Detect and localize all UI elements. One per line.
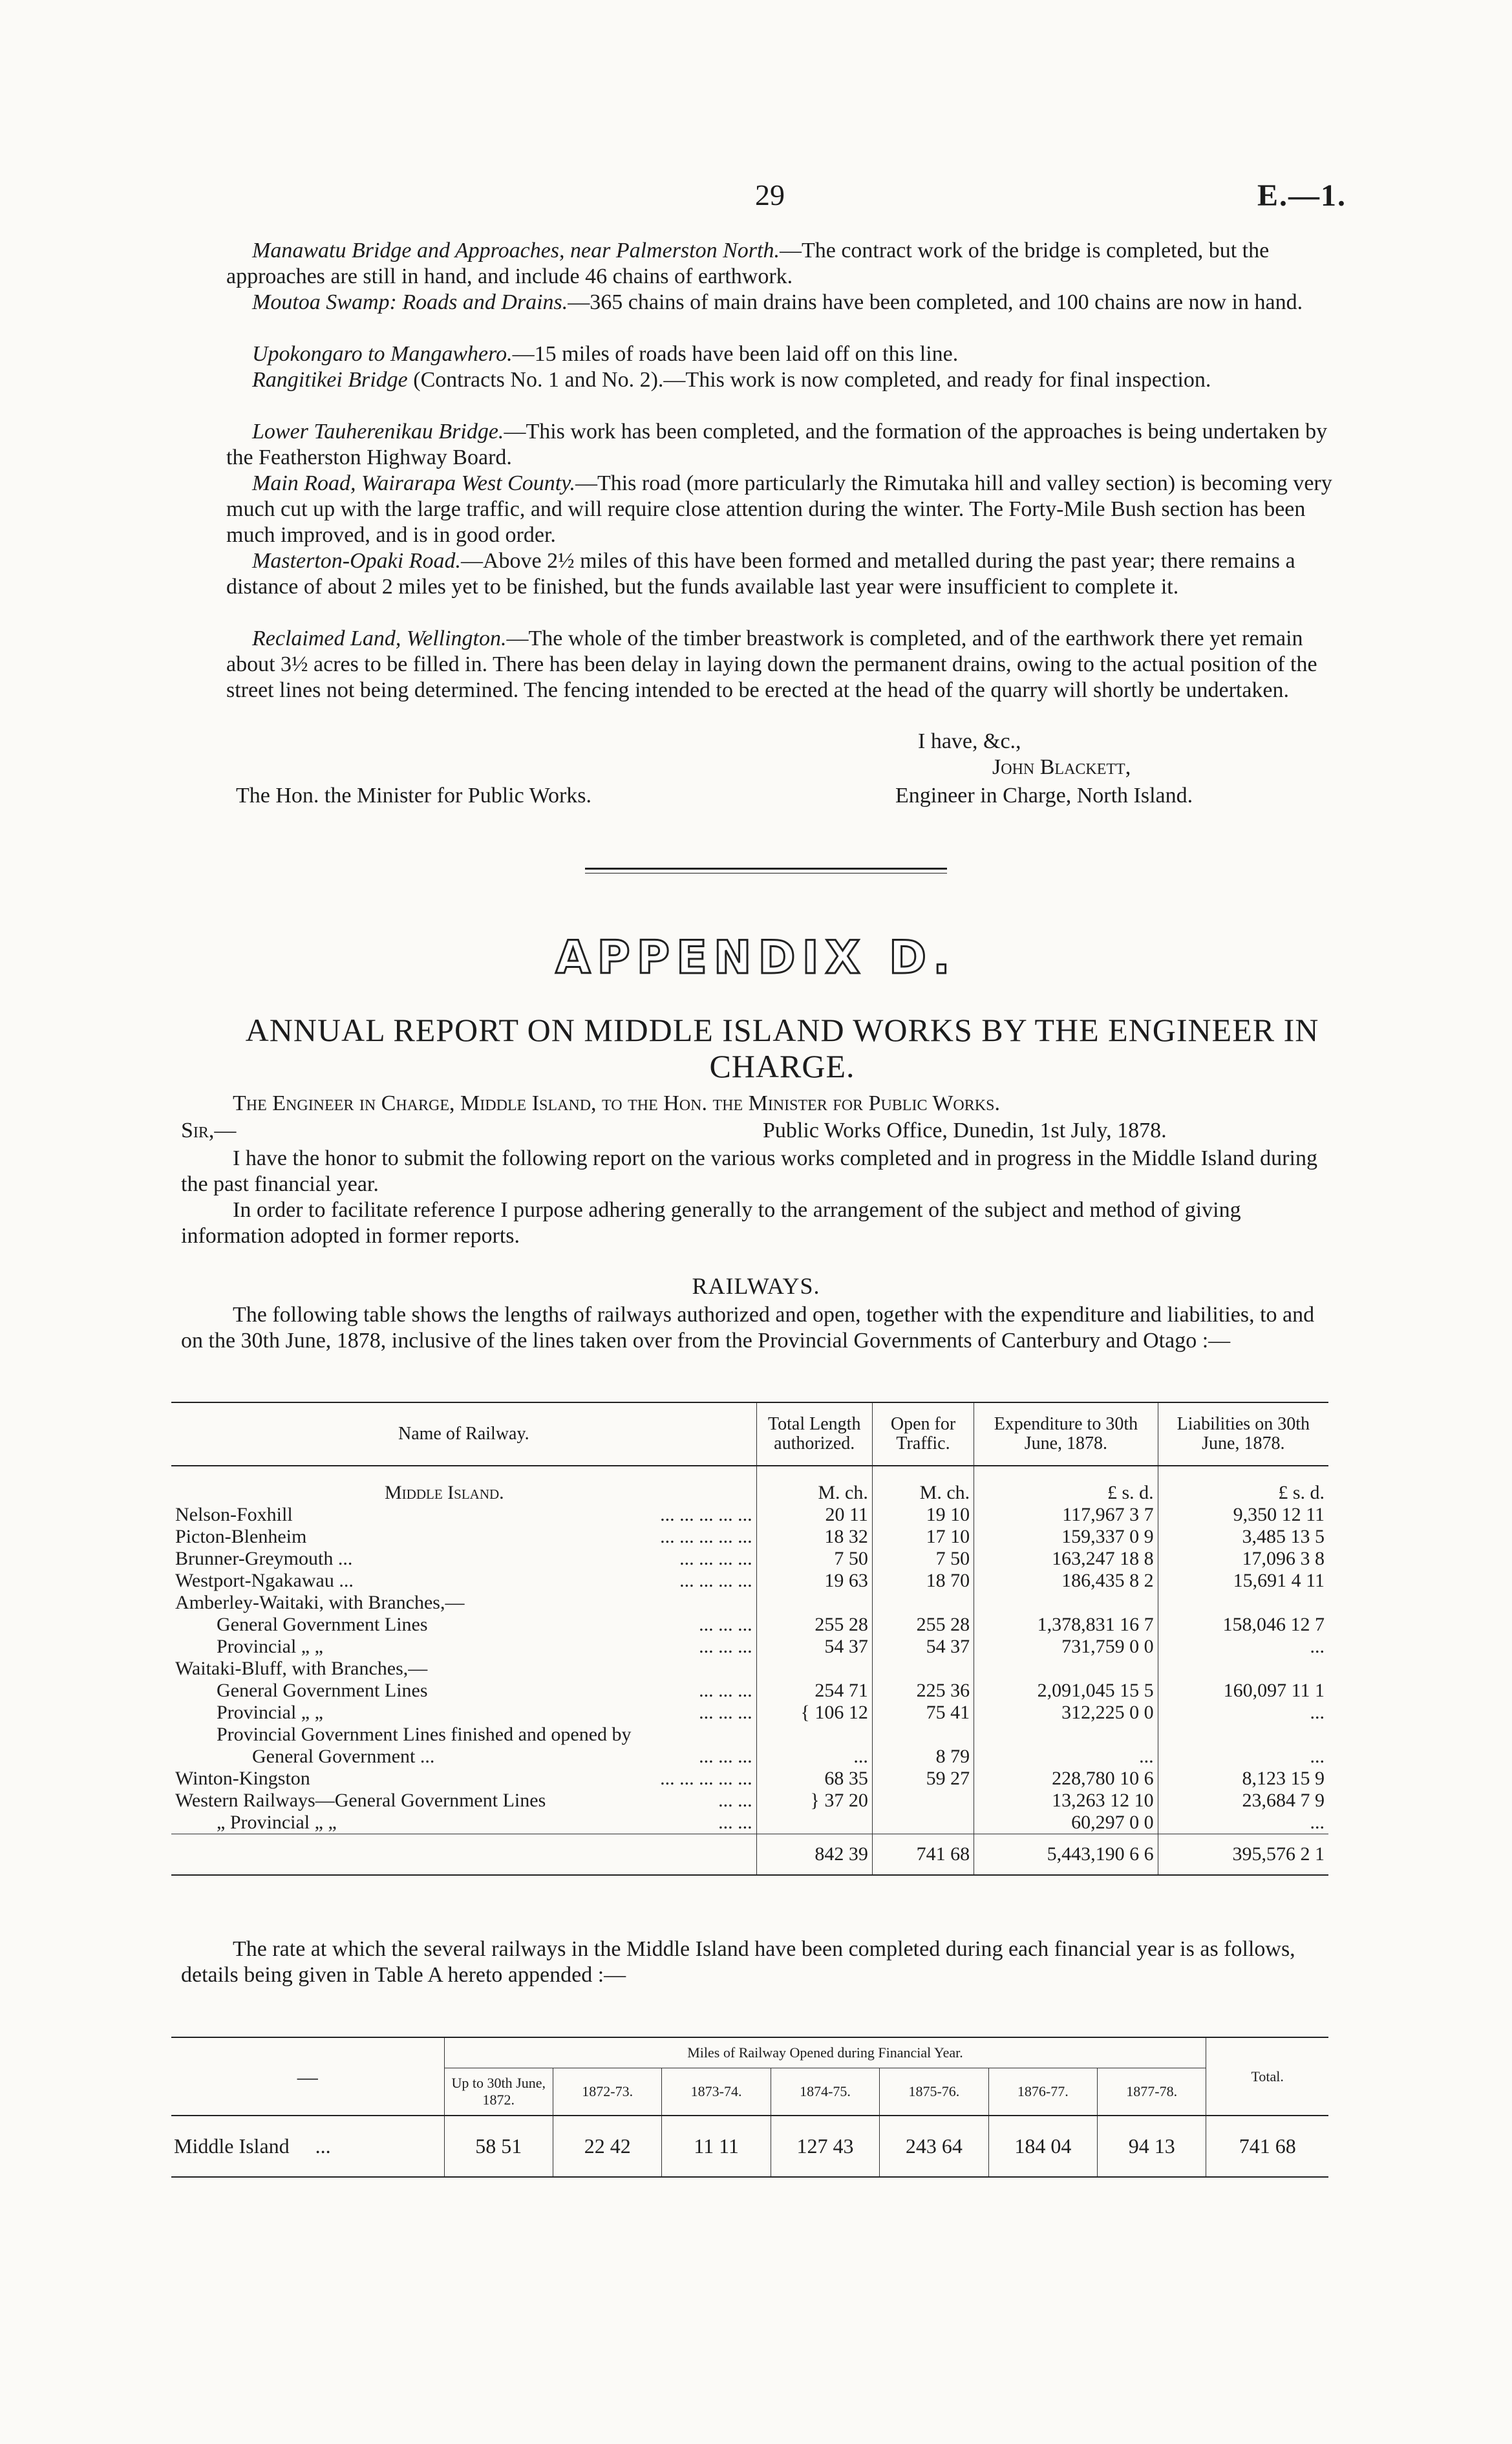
value-liab bbox=[1158, 1592, 1328, 1614]
value-open: 8 79 bbox=[872, 1746, 974, 1768]
value-liab bbox=[1158, 1724, 1328, 1746]
section-divider-thin bbox=[585, 873, 947, 874]
railway-name: Winton-Kingston bbox=[175, 1768, 310, 1789]
railway-name: Brunner-Greymouth ... bbox=[175, 1548, 353, 1569]
value-total bbox=[756, 1658, 872, 1680]
table-row bbox=[171, 1504, 1328, 1526]
leader-dots: ... ... bbox=[718, 1790, 752, 1811]
table-row bbox=[171, 1614, 1328, 1636]
railway-name: Picton-Blenheim bbox=[175, 1526, 307, 1547]
row-label-cell bbox=[171, 2116, 444, 2177]
value-open: 225 36 bbox=[872, 1680, 974, 1702]
rate-table bbox=[171, 2037, 1328, 2178]
railway-name: General Government ... bbox=[252, 1746, 435, 1767]
value-liab: ... bbox=[1158, 1812, 1328, 1834]
col-name-of-railway: Name of Railway. bbox=[398, 1424, 529, 1444]
signoff-addressee: The Hon. the Minister for Public Works. bbox=[236, 784, 592, 808]
railway-name: General Government Lines bbox=[217, 1680, 428, 1701]
leader-dots: ... ... ... ... ... bbox=[660, 1768, 752, 1789]
value-exp: 228,780 10 6 bbox=[974, 1768, 1158, 1790]
railway-name-cell bbox=[171, 1526, 756, 1548]
table-row bbox=[171, 1658, 1328, 1680]
railway-name-cell bbox=[171, 1702, 756, 1724]
railway-name: Nelson-Foxhill bbox=[175, 1504, 293, 1525]
row-header-dash: — bbox=[297, 2064, 318, 2088]
railway-name: Provincial „ „ bbox=[217, 1636, 323, 1657]
value-total bbox=[756, 1592, 872, 1614]
table-row bbox=[171, 1746, 1328, 1768]
value-exp: 60,297 0 0 bbox=[974, 1812, 1158, 1834]
total-header: Total. bbox=[1206, 2037, 1328, 2116]
value-liab: ... bbox=[1158, 1746, 1328, 1768]
signoff-name: John Blackett, bbox=[992, 755, 1131, 779]
total-liab: 395,576 2 1 bbox=[1158, 1834, 1328, 1876]
railway-name: Western Railways—General Government Lines bbox=[175, 1790, 546, 1811]
year-header: 1873-74. bbox=[662, 2068, 771, 2116]
value-liab: 3,485 13 5 bbox=[1158, 1526, 1328, 1548]
value-liab: 23,684 7 9 bbox=[1158, 1790, 1328, 1812]
value-open: 255 28 bbox=[872, 1614, 974, 1636]
leader-dots: ... ... ... bbox=[699, 1614, 752, 1635]
value-total: { 106 12 bbox=[756, 1702, 872, 1724]
year-value: 58 51 bbox=[444, 2116, 553, 2177]
leader-dots: ... ... ... ... bbox=[679, 1548, 752, 1569]
year-header: Up to 30th June, 1872. bbox=[444, 2068, 553, 2116]
value-exp: 117,967 3 7 bbox=[974, 1504, 1158, 1526]
year-header: 1875-76. bbox=[880, 2068, 988, 2116]
railway-name: „ Provincial „ „ bbox=[217, 1812, 337, 1833]
table-row bbox=[171, 1592, 1328, 1614]
railway-name-cell bbox=[171, 1592, 756, 1614]
table-row bbox=[171, 1768, 1328, 1790]
value-open: 75 41 bbox=[872, 1702, 974, 1724]
paragraph-masterton-opaki: Masterton-Opaki Road.—Above 2½ miles of this have been formed and metalled during the past year; there remains a distance of about 2 miles yet to be finished, but the funds available last year were insufficient to complete it. bbox=[226, 549, 1295, 599]
value-open: 54 37 bbox=[872, 1636, 974, 1658]
leader-dots: ... ... ... ... ... bbox=[660, 1504, 752, 1525]
leader-dots: ... ... ... bbox=[699, 1746, 752, 1767]
leader-dots: ... ... ... bbox=[699, 1702, 752, 1723]
table-row bbox=[171, 1680, 1328, 1702]
railway-name-cell bbox=[171, 1812, 756, 1834]
section-divider bbox=[585, 868, 947, 870]
year-value: 11 11 bbox=[662, 2116, 771, 2177]
railway-name: Waitaki-Bluff, with Branches,— bbox=[175, 1658, 428, 1679]
value-total: 68 35 bbox=[756, 1768, 872, 1790]
year-value: 243 64 bbox=[880, 2116, 988, 2177]
value-total: 7 50 bbox=[756, 1548, 872, 1570]
value-open bbox=[872, 1790, 974, 1812]
value-exp: ... bbox=[974, 1746, 1158, 1768]
leader-dots: ... ... ... bbox=[699, 1636, 752, 1657]
unit-label: £ s. d. bbox=[974, 1466, 1158, 1504]
railway-name-cell bbox=[171, 1658, 756, 1680]
totals-label bbox=[171, 1834, 756, 1876]
value-exp: 1,378,831 16 7 bbox=[974, 1614, 1158, 1636]
year-value: 22 42 bbox=[553, 2116, 661, 2177]
year-header: 1877-78. bbox=[1098, 2068, 1206, 2116]
value-open bbox=[872, 1592, 974, 1614]
railway-name: Westport-Ngakawau ... bbox=[175, 1570, 354, 1591]
table-row bbox=[171, 1702, 1328, 1724]
report-title: ANNUAL REPORT ON MIDDLE ISLAND WORKS BY THE ENGINEER IN CHARGE. bbox=[245, 1012, 1319, 1084]
railway-name-cell bbox=[171, 1768, 756, 1790]
value-open: 19 10 bbox=[872, 1504, 974, 1526]
railways-intro: The following table shows the lengths of railways authorized and open, together with the expenditure and liabilities, to and on the 30th June, 1878, inclusive of the lines taken over from the Provincial Governments of Canterbury and Otago :— bbox=[181, 1303, 1315, 1353]
address-line: The Engineer in Charge, Middle Island, to the Hon. the Minister for Public Works. bbox=[233, 1091, 1000, 1115]
railway-name: General Government Lines bbox=[217, 1614, 428, 1635]
paragraph-rangitikei-bridge: Rangitikei Bridge (Contracts No. 1 and No. 2).—This work is now completed, and ready for final inspection. bbox=[252, 368, 1211, 392]
value-total: 18 32 bbox=[756, 1526, 872, 1548]
value-liab: 8,123 15 9 bbox=[1158, 1768, 1328, 1790]
value-total: 19 63 bbox=[756, 1570, 872, 1592]
section-label: Middle Island. bbox=[385, 1482, 504, 1503]
paragraph-lower-tauherenikau: Lower Tauherenikau Bridge.—This work has been completed, and the formation of the approaches is being undertaken by the Featherston Highway Board. bbox=[226, 420, 1328, 469]
value-liab: ... bbox=[1158, 1702, 1328, 1724]
railway-name-cell bbox=[171, 1548, 756, 1570]
value-open bbox=[872, 1658, 974, 1680]
value-exp: 312,225 0 0 bbox=[974, 1702, 1158, 1724]
railway-name: Provincial „ „ bbox=[217, 1702, 323, 1723]
leader-dots: ... ... ... ... bbox=[679, 1570, 752, 1591]
railway-name: Provincial Government Lines finished and opened by bbox=[217, 1724, 632, 1745]
value-total: 20 11 bbox=[756, 1504, 872, 1526]
railway-name-cell bbox=[171, 1746, 756, 1768]
value-total: ... bbox=[756, 1746, 872, 1768]
totals-row bbox=[171, 1834, 1328, 1876]
railway-name: Amberley-Waitaki, with Branches,— bbox=[175, 1592, 465, 1613]
total-total: 842 39 bbox=[756, 1834, 872, 1876]
railway-name-cell bbox=[171, 1570, 756, 1592]
value-exp: 731,759 0 0 bbox=[974, 1636, 1158, 1658]
signoff-closing: I have, &c., bbox=[918, 729, 1021, 753]
railway-name-cell bbox=[171, 1790, 756, 1812]
table-row bbox=[171, 1526, 1328, 1548]
value-open bbox=[872, 1724, 974, 1746]
document-code: E.—1. bbox=[1257, 178, 1347, 213]
value-exp: 159,337 0 9 bbox=[974, 1526, 1158, 1548]
railway-name-cell bbox=[171, 1680, 756, 1702]
intro-paragraph-2: In order to facilitate reference I purpose adhering generally to the arrangement of the subject and method of giving information adopted in former reports. bbox=[181, 1198, 1241, 1248]
value-liab: 17,096 3 8 bbox=[1158, 1548, 1328, 1570]
table-row bbox=[171, 1570, 1328, 1592]
year-header: 1874-75. bbox=[771, 2068, 879, 2116]
table-row bbox=[171, 1812, 1328, 1834]
paragraph-manawatu-bridge: Manawatu Bridge and Approaches, near Palmerston North.—The contract work of the bridge is completed, but the approaches are still in hand, and include 46 chains of earthwork. bbox=[226, 239, 1270, 288]
unit-label: M. ch. bbox=[872, 1466, 974, 1504]
intro-paragraph-1: I have the honor to submit the following report on the various works completed and in progress in the Middle Island during the past financial year. bbox=[181, 1146, 1317, 1196]
value-open bbox=[872, 1812, 974, 1834]
paragraph-moutoa-swamp: Moutoa Swamp: Roads and Drains.—365 chains of main drains have been completed, and 100 chains are now in hand. bbox=[252, 290, 1303, 314]
value-exp: 2,091,045 15 5 bbox=[974, 1680, 1158, 1702]
year-header: 1876-77. bbox=[988, 2068, 1097, 2116]
value-open: 18 70 bbox=[872, 1570, 974, 1592]
table-row bbox=[171, 1548, 1328, 1570]
value-exp bbox=[974, 1592, 1158, 1614]
table-row bbox=[171, 1466, 1328, 1504]
value-liab bbox=[1158, 1658, 1328, 1680]
railways-heading: RAILWAYS. bbox=[692, 1273, 820, 1299]
total-open: 741 68 bbox=[872, 1834, 974, 1876]
table-row bbox=[171, 1790, 1328, 1812]
value-liab: 160,097 11 1 bbox=[1158, 1680, 1328, 1702]
railway-name-cell bbox=[171, 1636, 756, 1658]
unit-label: £ s. d. bbox=[1158, 1466, 1328, 1504]
paragraph-reclaimed-land: Reclaimed Land, Wellington.—The whole of the timber breastwork is completed, and of the earthwork there yet remain about 3½ acres to be filled in. There has been delay in laying down the permanent drains, owing to the actual position of the street lines not being determined. The fencing intended to be erected at the head of the quarry will shortly be undertaken. bbox=[226, 627, 1317, 702]
value-liab: 9,350 12 11 bbox=[1158, 1504, 1328, 1526]
leader-dots: ... ... bbox=[718, 1812, 752, 1833]
rate-intro: The rate at which the several railways in the Middle Island have been completed during each financial year is as follows, details being given in Table A hereto appended :— bbox=[181, 1937, 1295, 1987]
leader-dots: ... ... ... ... ... bbox=[660, 1526, 752, 1547]
leader-dots: ... ... ... bbox=[699, 1680, 752, 1701]
year-value: 127 43 bbox=[771, 2116, 879, 2177]
paragraph-main-road-wairarapa: Main Road, Wairarapa West County.—This road (more particularly the Rimutaka hill and valley section) is becoming very much cut up with the large traffic, and will require close attention during the winter. The Forty-Mile Bush section has been much improved, and is in good order. bbox=[226, 471, 1332, 547]
value-total: } 37 20 bbox=[756, 1790, 872, 1812]
value-exp: 163,247 18 8 bbox=[974, 1548, 1158, 1570]
signoff-position: Engineer in Charge, North Island. bbox=[895, 784, 1193, 808]
place-and-date: Public Works Office, Dunedin, 1st July, 1878. bbox=[763, 1119, 1167, 1142]
value-liab: 15,691 4 11 bbox=[1158, 1570, 1328, 1592]
value-total bbox=[756, 1812, 872, 1834]
paragraph-upokongaro: Upokongaro to Mangawhero.—15 miles of roads have been laid off on this line. bbox=[252, 342, 959, 366]
value-open: 59 27 bbox=[872, 1768, 974, 1790]
group-header: Miles of Railway Opened during Financial Year. bbox=[444, 2037, 1206, 2068]
railway-name-cell bbox=[171, 1724, 756, 1746]
col-expenditure: Expenditure to 30th June, 1878. bbox=[974, 1402, 1158, 1466]
table-row bbox=[171, 1636, 1328, 1658]
col-open-for-traffic: Open for Traffic. bbox=[872, 1402, 974, 1466]
year-value: 94 13 bbox=[1098, 2116, 1206, 2177]
salutation: Sir,— bbox=[181, 1119, 237, 1142]
col-total-length: Total Length authorized. bbox=[756, 1402, 872, 1466]
value-exp: 13,263 12 10 bbox=[974, 1790, 1158, 1812]
railway-name-cell bbox=[171, 1614, 756, 1636]
year-value: 184 04 bbox=[988, 2116, 1097, 2177]
year-header: 1872-73. bbox=[553, 2068, 661, 2116]
unit-label: M. ch. bbox=[756, 1466, 872, 1504]
value-exp: 186,435 8 2 bbox=[974, 1570, 1158, 1592]
table-row bbox=[171, 1724, 1328, 1746]
value-liab: 158,046 12 7 bbox=[1158, 1614, 1328, 1636]
value-total bbox=[756, 1724, 872, 1746]
value-open: 17 10 bbox=[872, 1526, 974, 1548]
value-total: 255 28 bbox=[756, 1614, 872, 1636]
page-number: 29 bbox=[755, 178, 785, 211]
total-value: 741 68 bbox=[1206, 2116, 1328, 2177]
value-total: 54 37 bbox=[756, 1636, 872, 1658]
value-total: 254 71 bbox=[756, 1680, 872, 1702]
railway-name-cell bbox=[171, 1504, 756, 1526]
value-exp bbox=[974, 1658, 1158, 1680]
value-liab: ... bbox=[1158, 1636, 1328, 1658]
value-open: 7 50 bbox=[872, 1548, 974, 1570]
value-exp bbox=[974, 1724, 1158, 1746]
total-exp: 5,443,190 6 6 bbox=[974, 1834, 1158, 1876]
col-liabilities: Liabilities on 30th June, 1878. bbox=[1158, 1402, 1328, 1466]
railways-table bbox=[171, 1402, 1328, 1876]
appendix-heading: APPENDIX D. bbox=[555, 931, 957, 984]
row-label: Middle Island bbox=[174, 2134, 290, 2158]
row-dots: ... bbox=[315, 2134, 331, 2158]
